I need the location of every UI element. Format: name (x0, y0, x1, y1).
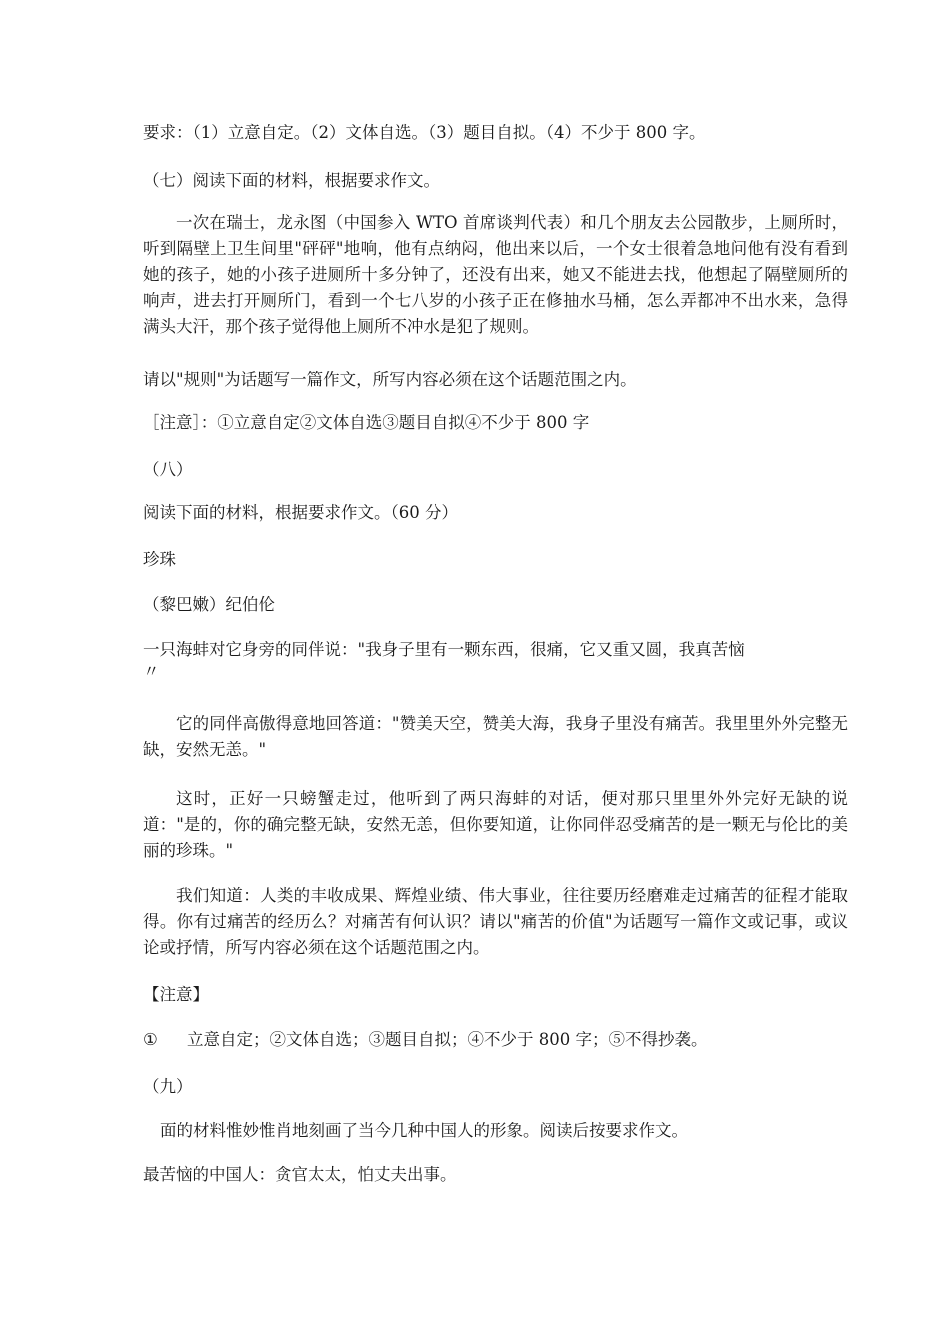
paragraph-companion-reply: 它的同伴高傲得意地回答道："赞美天空，赞美大海，我身子里没有痛苦。我里里外外完整无缺，安然无恙。" (143, 714, 848, 759)
notice-marker: ① (143, 1030, 158, 1049)
essay-title-pearl: 珍珠 (143, 550, 176, 569)
worried-chinese-line: 最苦恼的中国人：贪官太太，怕丈夫出事。 (143, 1165, 457, 1184)
paragraph-longyongtu-story: 一次在瑞士，龙永图（中国参入 WTO 首席谈判代表）和几个朋友去公园散步，上厕所时，听到隔壁上卫生间里"砰砰"地响，他有点纳闷，他出来以后，一个女士很着急地问他有没有看到她的孩子，她的小孩子进厕所十多分钟了，还没有出来，她又不能进去找，他想起了隔壁厕所的响声，进去打开厕所门，看到一个七八岁的小孩子正在修抽水马桶，怎么弄都冲不出水来，急得满头大汗，那个孩子觉得他上厕所不冲水是犯了规则。 (143, 213, 848, 336)
section-9-instruction: 面的材料惟妙惟肖地刻画了当今几种中国人的形象。阅读后按要求作文。 (160, 1121, 688, 1140)
section-9-heading: （九） (143, 1077, 193, 1096)
topic-rules-prompt: 请以"规则"为话题写一篇作文，所写内容必须在这个话题范围之内。 (143, 370, 637, 389)
requirements-line: 要求：（1）立意自定。（2）文体自选。（3）题目自拟。（4）不少于 800 字。 (143, 123, 706, 142)
notice-items-8: 立意自定；②文体自选；③题目自拟；④不少于 800 字；⑤不得抄袭。 (187, 1030, 708, 1049)
section-8-instruction: 阅读下面的材料，根据要求作文。（60 分） (143, 503, 458, 522)
paragraph-pain-value: 我们知道：人类的丰收成果、辉煌业绩、伟大事业，往往要历经磨难走过痛苦的征程才能取得。你有过痛苦的经历么？对痛苦有何认识？请以"痛苦的价值"为话题写一篇作文或记事，或议论或抒情，所写内容必须在这个话题范围之内。 (143, 886, 848, 957)
notice-line-7: ［注意］：①立意自定②文体自选③题目自拟④不少于 800 字 (143, 413, 590, 432)
section-7-heading: （七）阅读下面的材料，根据要求作文。 (143, 171, 440, 190)
closing-quote-mark: 〃 (143, 662, 160, 681)
author-line: （黎巴嫩）纪伯伦 (143, 595, 275, 614)
clam-speech-line: 一只海蚌对它身旁的同伴说："我身子里有一颗东西，很痛，它又重又圆，我真苦恼 (143, 640, 745, 659)
notice-heading-8: 【注意】 (143, 985, 209, 1004)
paragraph-crab: 这时，正好一只螃蟹走过，他听到了两只海蚌的对话，便对那只里里外外完好无缺的说道："是的，你的确完整无缺，安然无恙，但你要知道，让你同伴忍受痛苦的是一颗无与伦比的美丽的珍珠。" (143, 789, 848, 860)
section-8-heading: （八） (143, 460, 193, 479)
